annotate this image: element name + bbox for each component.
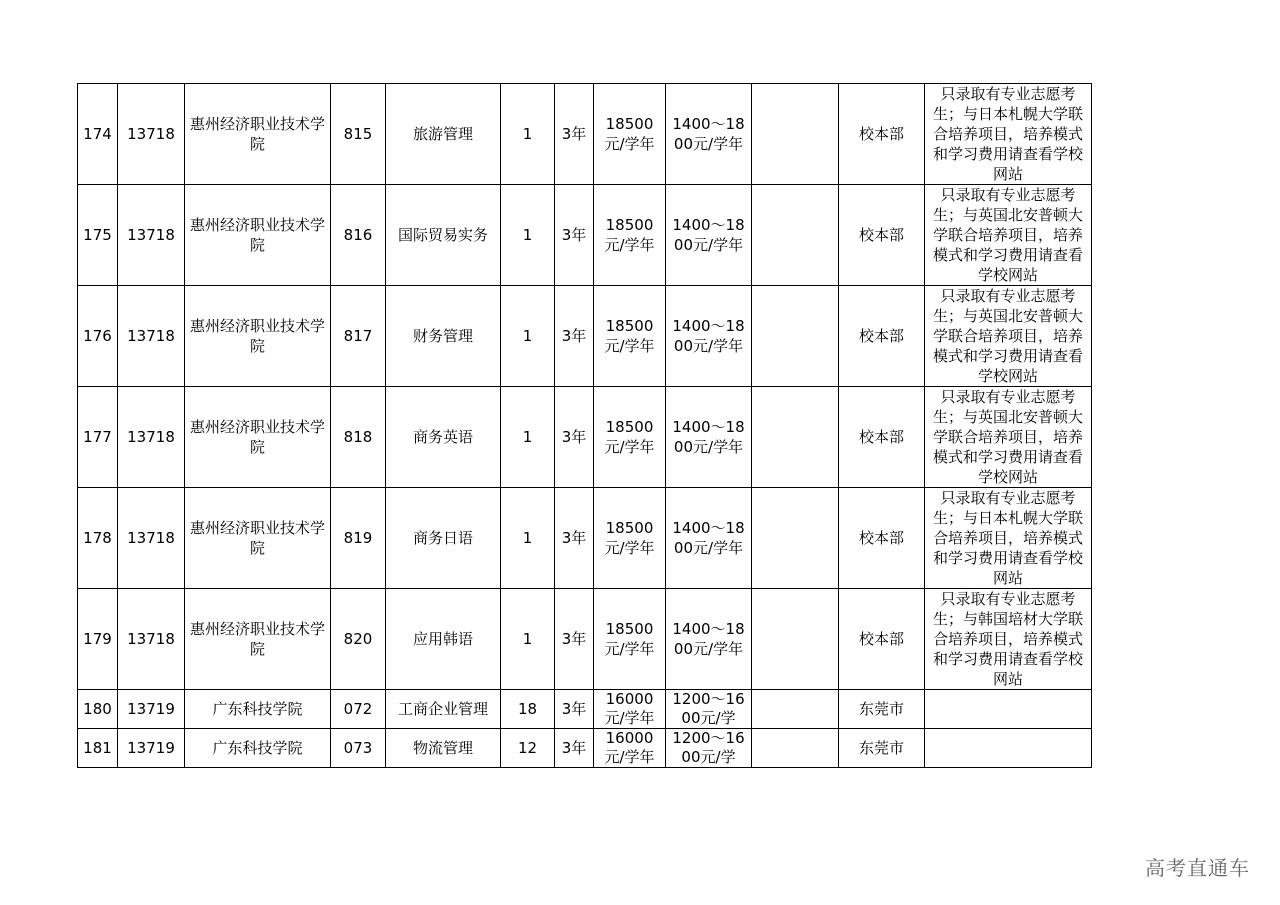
notes-cell: [925, 690, 1092, 729]
blank-cell: [752, 729, 839, 768]
lodging-fee-cell: 1400～1800元/学年: [666, 387, 752, 488]
tuition-cell: 16000元/学年: [594, 729, 666, 768]
school-code-cell: 13718: [118, 286, 185, 387]
school-code-cell: 13718: [118, 387, 185, 488]
major-name-cell: 国际贸易实务: [386, 185, 501, 286]
school-code-cell: 13719: [118, 690, 185, 729]
table-row: [78, 729, 1092, 768]
row-number-cell: 181: [78, 729, 118, 768]
notes-cell: 只录取有专业志愿考生；与英国北安普顿大学联合培养项目，培养模式和学习费用请查看学校网站: [925, 286, 1092, 387]
quota-cell: 1: [501, 589, 555, 690]
lodging-fee-cell: 1200～1600元/学: [666, 729, 752, 768]
major-name-cell: 应用韩语: [386, 589, 501, 690]
school-name-cell: 惠州经济职业技术学院: [185, 387, 331, 488]
major-code-cell: 817: [331, 286, 386, 387]
notes-cell: 只录取有专业志愿考生；与韩国培材大学联合培养项目，培养模式和学习费用请查看学校网站: [925, 589, 1092, 690]
school-name-cell: 惠州经济职业技术学院: [185, 488, 331, 589]
row-number-cell: 180: [78, 690, 118, 729]
row-number-cell: 179: [78, 589, 118, 690]
lodging-fee-cell: 1400～1800元/学年: [666, 589, 752, 690]
duration-cell: 3年: [555, 729, 594, 768]
row-number-cell: 174: [78, 84, 118, 185]
major-code-cell: 072: [331, 690, 386, 729]
table-row: [78, 387, 1092, 488]
tuition-cell: 16000元/学年: [594, 690, 666, 729]
blank-cell: [752, 589, 839, 690]
table-row: [78, 589, 1092, 690]
duration-cell: 3年: [555, 690, 594, 729]
campus-cell: 东莞市: [839, 690, 925, 729]
tuition-cell: 18500元/学年: [594, 488, 666, 589]
major-code-cell: 815: [331, 84, 386, 185]
notes-cell: 只录取有专业志愿考生；与日本札幌大学联合培养项目，培养模式和学习费用请查看学校网站: [925, 84, 1092, 185]
quota-cell: 1: [501, 488, 555, 589]
campus-cell: 校本部: [839, 84, 925, 185]
table-row: [78, 286, 1092, 387]
major-code-cell: 816: [331, 185, 386, 286]
lodging-fee-cell: 1400～1800元/学年: [666, 185, 752, 286]
blank-cell: [752, 387, 839, 488]
campus-cell: 校本部: [839, 589, 925, 690]
campus-cell: 校本部: [839, 185, 925, 286]
row-number-cell: 175: [78, 185, 118, 286]
tuition-cell: 18500元/学年: [594, 589, 666, 690]
school-name-cell: 惠州经济职业技术学院: [185, 589, 331, 690]
duration-cell: 3年: [555, 84, 594, 185]
notes-cell: 只录取有专业志愿考生；与英国北安普顿大学联合培养项目，培养模式和学习费用请查看学校网站: [925, 185, 1092, 286]
row-number-cell: 176: [78, 286, 118, 387]
campus-cell: 东莞市: [839, 729, 925, 768]
table-row: [78, 185, 1092, 286]
major-code-cell: 073: [331, 729, 386, 768]
major-name-cell: 财务管理: [386, 286, 501, 387]
campus-cell: 校本部: [839, 286, 925, 387]
quota-cell: 1: [501, 185, 555, 286]
school-code-cell: 13718: [118, 185, 185, 286]
duration-cell: 3年: [555, 286, 594, 387]
quota-cell: 12: [501, 729, 555, 768]
major-name-cell: 商务日语: [386, 488, 501, 589]
school-code-cell: 13719: [118, 729, 185, 768]
watermark: 高考直通车: [1145, 856, 1250, 880]
quota-cell: 18: [501, 690, 555, 729]
quota-cell: 1: [501, 286, 555, 387]
duration-cell: 3年: [555, 387, 594, 488]
lodging-fee-cell: 1200～1600元/学: [666, 690, 752, 729]
school-name-cell: 广东科技学院: [185, 690, 331, 729]
lodging-fee-cell: 1400～1800元/学年: [666, 84, 752, 185]
school-name-cell: 广东科技学院: [185, 729, 331, 768]
major-name-cell: 物流管理: [386, 729, 501, 768]
table-row: [78, 84, 1092, 185]
school-name-cell: 惠州经济职业技术学院: [185, 84, 331, 185]
blank-cell: [752, 690, 839, 729]
table-row: [78, 690, 1092, 729]
tuition-cell: 18500元/学年: [594, 286, 666, 387]
major-name-cell: 旅游管理: [386, 84, 501, 185]
campus-cell: 校本部: [839, 387, 925, 488]
major-name-cell: 工商企业管理: [386, 690, 501, 729]
major-code-cell: 818: [331, 387, 386, 488]
school-code-cell: 13718: [118, 589, 185, 690]
quota-cell: 1: [501, 387, 555, 488]
notes-cell: 只录取有专业志愿考生；与日本札幌大学联合培养项目，培养模式和学习费用请查看学校网站: [925, 488, 1092, 589]
notes-cell: [925, 729, 1092, 768]
duration-cell: 3年: [555, 589, 594, 690]
notes-cell: 只录取有专业志愿考生；与英国北安普顿大学联合培养项目，培养模式和学习费用请查看学校网站: [925, 387, 1092, 488]
blank-cell: [752, 84, 839, 185]
major-name-cell: 商务英语: [386, 387, 501, 488]
table-body: [78, 84, 1092, 768]
enrollment-plan-table: [77, 83, 1092, 768]
row-number-cell: 177: [78, 387, 118, 488]
row-number-cell: 178: [78, 488, 118, 589]
duration-cell: 3年: [555, 488, 594, 589]
school-code-cell: 13718: [118, 84, 185, 185]
blank-cell: [752, 185, 839, 286]
tuition-cell: 18500元/学年: [594, 84, 666, 185]
lodging-fee-cell: 1400～1800元/学年: [666, 286, 752, 387]
table-row: [78, 488, 1092, 589]
duration-cell: 3年: [555, 185, 594, 286]
lodging-fee-cell: 1400～1800元/学年: [666, 488, 752, 589]
tuition-cell: 18500元/学年: [594, 387, 666, 488]
tuition-cell: 18500元/学年: [594, 185, 666, 286]
major-code-cell: 819: [331, 488, 386, 589]
blank-cell: [752, 286, 839, 387]
school-code-cell: 13718: [118, 488, 185, 589]
campus-cell: 校本部: [839, 488, 925, 589]
school-name-cell: 惠州经济职业技术学院: [185, 185, 331, 286]
blank-cell: [752, 488, 839, 589]
school-name-cell: 惠州经济职业技术学院: [185, 286, 331, 387]
major-code-cell: 820: [331, 589, 386, 690]
quota-cell: 1: [501, 84, 555, 185]
